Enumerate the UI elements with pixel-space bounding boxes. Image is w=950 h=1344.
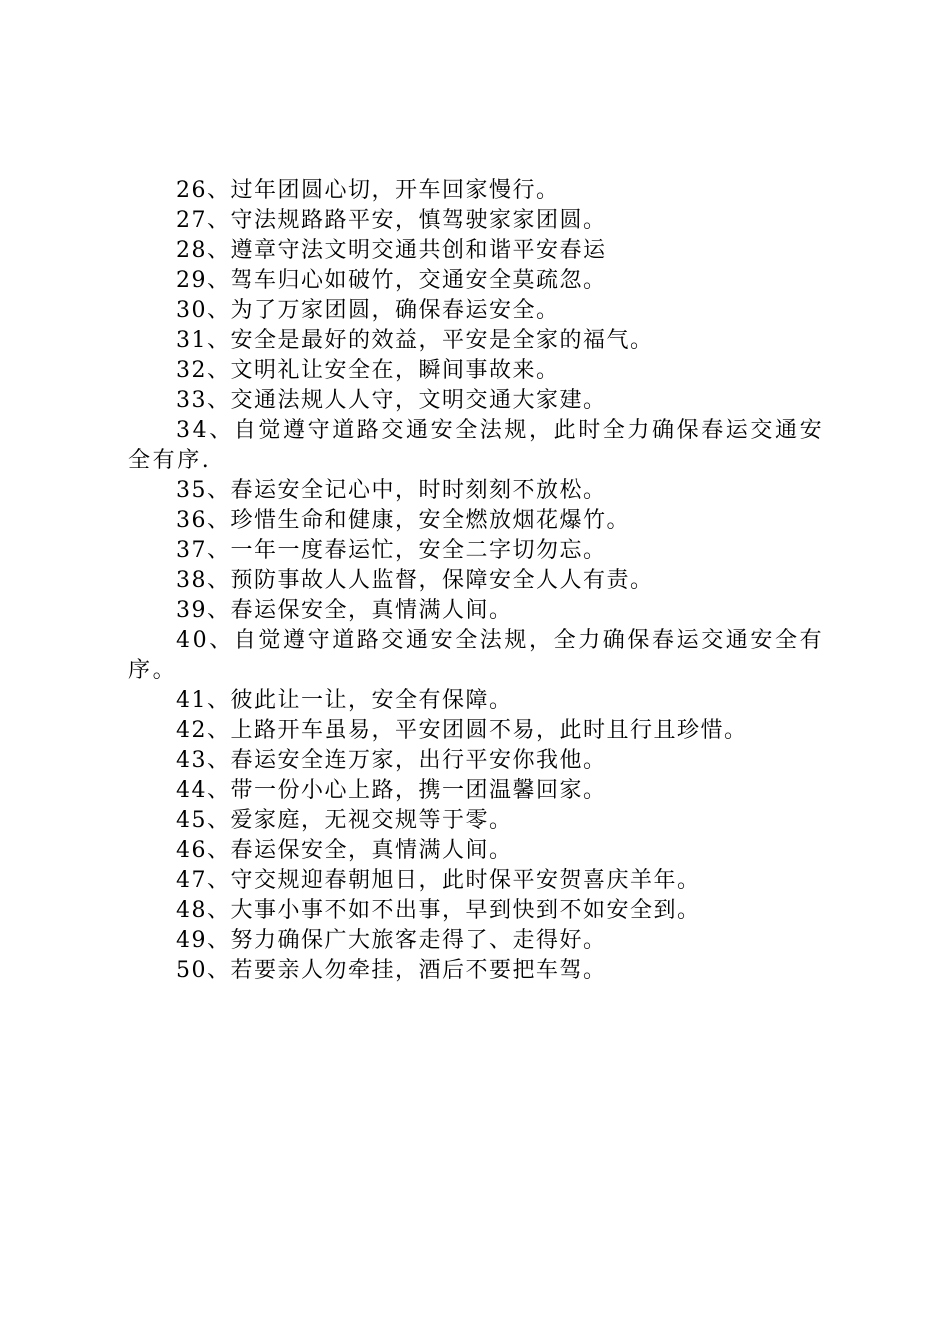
list-item: 27、守法规路路平安，慎驾驶家家团圆。 — [176, 208, 607, 233]
list-item: 37、一年一度春运忙，安全二字切勿忘。 — [176, 538, 607, 563]
list-item: 44、带一份小心上路，携一团温馨回家。 — [176, 778, 607, 803]
list-item: 42、上路开车虽易，平安团圆不易，此时且行且珍惜。 — [176, 718, 748, 743]
list-item: 32、文明礼让安全在，瞬间事故来。 — [176, 358, 560, 383]
list-item: 26、过年团圆心切，开车回家慢行。 — [176, 178, 560, 203]
list-item: 38、预防事故人人监督，保障安全人人有责。 — [176, 568, 654, 593]
list-item: 35、春运安全记心中，时时刻刻不放松。 — [176, 478, 607, 503]
list-item: 33、交通法规人人守，文明交通大家建。 — [176, 388, 607, 413]
list-item: 48、大事小事不如不出事，早到快到不如安全到。 — [176, 898, 701, 923]
list-item: 40、自觉遵守道路交通安全法规，全力确保春运交通安全有序。 — [128, 628, 825, 683]
list-item: 34、自觉遵守道路交通安全法规，此时全力确保春运交通安全有序. — [128, 418, 825, 473]
list-item: 31、安全是最好的效益，平安是全家的福气。 — [176, 328, 654, 353]
list-item: 45、爱家庭，无视交规等于零。 — [176, 808, 513, 833]
list-item: 43、春运安全连万家，出行平安你我他。 — [176, 748, 607, 773]
slogan-list — [128, 176, 834, 986]
list-item: 46、春运保安全，真情满人间。 — [176, 838, 513, 863]
list-item: 29、驾车归心如破竹，交通安全莫疏忽。 — [176, 268, 607, 293]
list-item: 36、珍惜生命和健康，安全燃放烟花爆竹。 — [176, 508, 630, 533]
list-item: 39、春运保安全，真情满人间。 — [176, 598, 513, 623]
list-item: 50、若要亲人勿牵挂，酒后不要把车驾。 — [176, 958, 607, 983]
list-item: 30、为了万家团圆，确保春运安全。 — [176, 298, 560, 323]
list-item: 41、彼此让一让，安全有保障。 — [176, 688, 513, 713]
list-item: 28、遵章守法文明交通共创和谐平安春运 — [176, 238, 607, 263]
list-item: 49、努力确保广大旅客走得了、走得好。 — [176, 928, 607, 953]
list-item: 47、守交规迎春朝旭日，此时保平安贺喜庆羊年。 — [176, 868, 701, 893]
